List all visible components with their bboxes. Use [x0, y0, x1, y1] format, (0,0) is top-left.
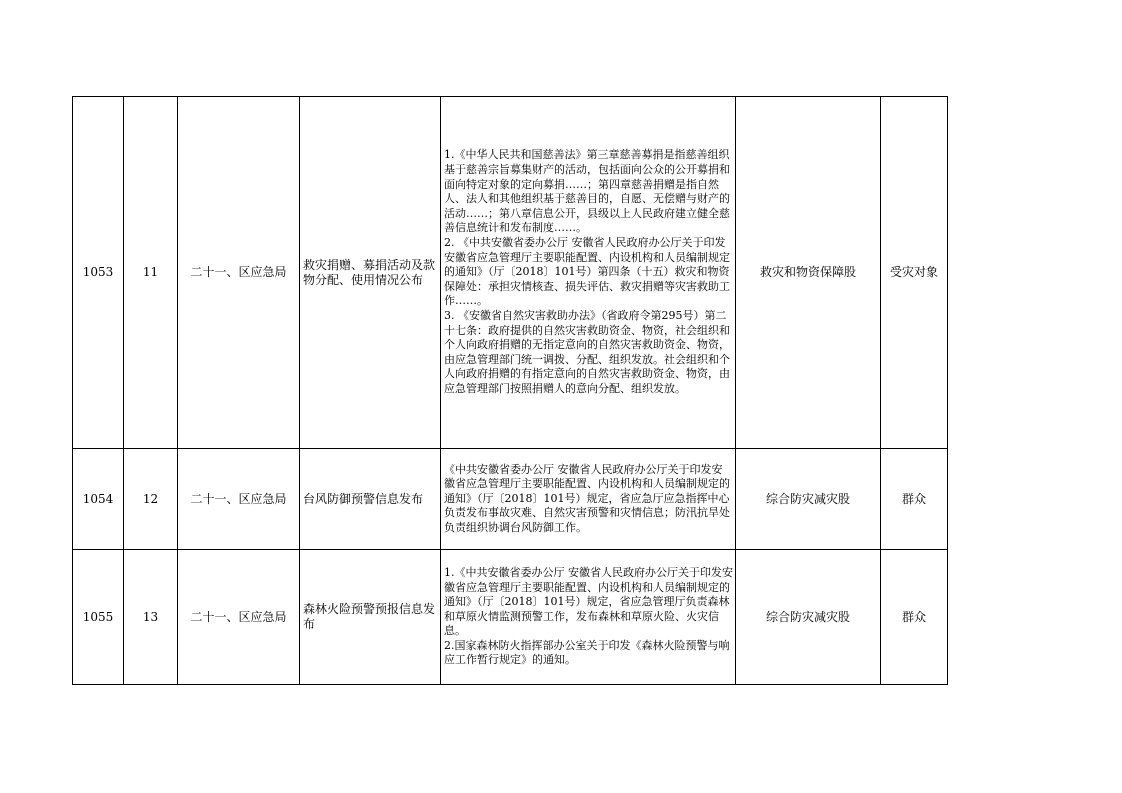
basis-paragraph: 1.《中共安徽省委办公厅 安徽省人民政府办公厅关于印发安徽省应急管理厅主要职能配置、内设机构和人员编制规定的通知》（厅〔2018〕101号）规定，省应急管理厅负责森林和草原火情监测预警工作，发布森林和草原火险、火灾信息。	[444, 565, 733, 638]
row-unit: 综合防灾减灾股	[736, 550, 881, 685]
row-target: 群众	[881, 550, 948, 685]
row-target: 群众	[881, 449, 948, 550]
table-row	[73, 449, 948, 550]
row-unit: 综合防灾减灾股	[736, 449, 881, 550]
table-row	[73, 550, 948, 685]
row-target: 受灾对象	[881, 97, 948, 449]
basis-paragraph: 2.国家森林防火指挥部办公室关于印发《森林火险预警与响应工作暂行规定》的通知。	[444, 638, 730, 667]
row-no: 12	[124, 449, 178, 550]
row-seq: 1054	[73, 449, 124, 550]
row-basis	[441, 449, 736, 550]
row-no: 13	[124, 550, 178, 685]
disclosure-table	[72, 96, 948, 685]
basis-paragraph: 3. 《安徽省自然灾害救助办法》（省政府令第295号）第二十七条：政府提供的自然灾害救助资金、物资，社会组织和个人向政府捐赠的无指定意向的自然灾害救助资金、物资，由应急管理部门统一调拨、分配、组织发放。社会组织和个人向政府捐赠的有指定意向的自然灾害救助资金、物资，由应急管理部门按照捐赠人的意向分配、组织发放。	[444, 308, 730, 395]
basis-paragraph: 《中共安徽省委办公厅 安徽省人民政府办公厅关于印发安徽省应急管理厅主要职能配置、内设机构和人员编制规定的通知》（厅〔2018〕101号）规定，省应急厅应急指挥中心负责发布事故灾难、自然灾害预警和灾情信息；防汛抗旱处负责组织协调台风防御工作。	[444, 462, 730, 534]
row-item: 森林火险预警预报信息发布	[300, 550, 441, 685]
row-seq: 1053	[73, 97, 124, 449]
table-row	[73, 97, 948, 449]
row-dept: 二十一、区应急局	[178, 449, 300, 550]
row-dept: 二十一、区应急局	[178, 550, 300, 685]
row-basis	[441, 97, 736, 449]
row-seq: 1055	[73, 550, 124, 685]
basis-paragraph: 2. 《中共安徽省委办公厅 安徽省人民政府办公厅关于印发安徽省应急管理厅主要职能配置、内设机构和人员编制规定的通知》（厅〔2018〕101号）第四条（十五）救灾和物资保障处：承担灾情核查、损失评估、救灾捐赠等灾害救助工作……。	[444, 236, 730, 308]
basis-paragraph: 1.《中华人民共和国慈善法》第三章慈善募捐是指慈善组织基于慈善宗旨募集财产的活动，包括面向公众的公开募捐和面向特定对象的定向募捐……；第四章慈善捐赠是指自然人、法人和其他组织基于慈善目的，自愿、无偿赠与财产的活动……；第八章信息公开，县级以上人民政府建立健全慈善信息统计和发布制度……。	[444, 148, 730, 235]
row-item: 救灾捐赠、募捐活动及款物分配、使用情况公布	[300, 97, 441, 449]
row-basis	[441, 550, 736, 685]
row-unit: 救灾和物资保障股	[736, 97, 881, 449]
row-no: 11	[124, 97, 178, 449]
row-item: 台风防御预警信息发布	[300, 449, 441, 550]
row-dept: 二十一、区应急局	[178, 97, 300, 449]
